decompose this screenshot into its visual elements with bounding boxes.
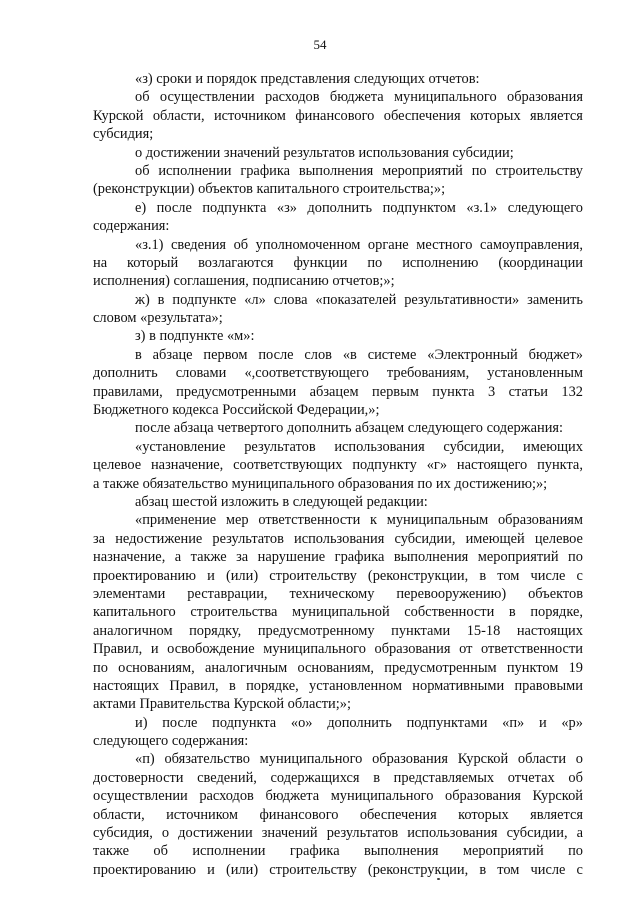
text-line: «установление результатов использования субсидии, имеющих bbox=[135, 438, 583, 455]
text-line: также об исполнении графика выполнения мероприятий по bbox=[93, 843, 583, 860]
text-line: следующего содержания: bbox=[93, 733, 249, 750]
text-line: о достижении значений результатов использования субсидии; bbox=[135, 144, 514, 161]
text-line: «з) сроки и порядок представления следующих отчетов: bbox=[135, 71, 480, 87]
text-line: осуществлении расходов бюджета муниципального образования Курской bbox=[93, 788, 583, 805]
text-line: ж) в подпункте «л» слова «показателей результативности» заменить bbox=[135, 291, 583, 308]
text-line: аналогичном порядку, предусмотренному пунктами 15-18 настоящих bbox=[93, 622, 583, 639]
text-line: (реконструкции) объектов капитального строительства;»; bbox=[93, 181, 446, 198]
text-line: содержания: bbox=[93, 218, 170, 235]
text-line: об осуществлении расходов бюджета муниципального образования bbox=[135, 89, 583, 106]
text-line: субсидия; bbox=[93, 126, 154, 143]
text-line: по основаниям, аналогичным основаниям, предусмотренным пунктом 19 bbox=[93, 659, 583, 676]
text-line: на который возлагаются функции по исполнению (координации bbox=[93, 254, 583, 271]
text-line: целевое назначение, соответствующих подпункту «г» настоящего пункта, bbox=[93, 457, 583, 474]
text-line: а также обязательство муниципального образования по их достижению;»; bbox=[93, 475, 548, 492]
text-line: Правил, и освобождение муниципального образования от ответственности bbox=[93, 641, 583, 658]
text-line: проектированию и (или) строительству (реконструкции, в том числе с bbox=[93, 567, 583, 584]
text-line: субсидия, о достижении значений результатов использования субсидии, а bbox=[93, 825, 583, 842]
text-line: настоящих Правил, в порядке, установленном нормативными правовыми bbox=[93, 677, 583, 694]
text-line: и) после подпункта «о» дополнить подпунктами «п» и «р» bbox=[135, 714, 583, 731]
text-line: за недостижение результатов использования субсидии, имеющей целевое bbox=[93, 530, 583, 547]
text-line: проектированию и (или) строительству (реконструкции, в том числе с bbox=[93, 861, 583, 878]
text-line: актами Правительства Курской области;»; bbox=[93, 696, 351, 713]
text-line: з) в подпункте «м»: bbox=[135, 328, 255, 345]
text-line: об исполнении графика выполнения мероприятий по строительству bbox=[135, 162, 583, 179]
text-line: достоверности сведений, содержащихся в представляемых отчетах об bbox=[93, 769, 583, 786]
text-line: Бюджетного кодекса Российской Федерации,»; bbox=[93, 402, 380, 419]
text-line: элементами реставрации, техническому перевооружению) объектов bbox=[93, 585, 583, 602]
page-number: 54 bbox=[313, 37, 327, 52]
text-line: правилами, предусмотренными абзацем первым пункта 3 статьи 132 bbox=[93, 383, 583, 400]
text-line: абзац шестой изложить в следующей редакции: bbox=[135, 493, 428, 510]
text-line: «применение мер ответственности к муниципальным образованиям bbox=[135, 512, 583, 529]
text-line: е) после подпункта «з» дополнить подпунктом «з.1» следующего bbox=[135, 199, 583, 216]
text-line: назначение, а также за нарушение графика выполнения мероприятий по bbox=[93, 549, 583, 566]
text-line: «з.1) сведения об уполномоченном органе местного самоуправления, bbox=[135, 236, 583, 253]
text-line: капитального строительства муниципальной собственности в порядке, bbox=[93, 604, 583, 621]
text-line: дополнить словами «,соответствующего требованиям, установленным bbox=[93, 365, 583, 382]
text-line: «п) обязательство муниципального образования Курской области о bbox=[135, 751, 583, 768]
text-line: после абзаца четвертого дополнить абзацем следующего содержания: bbox=[135, 420, 564, 437]
text-line: исполнения) соглашения, подписанию отчетов;»; bbox=[93, 273, 395, 290]
text-line: Курской области, источником финансового обеспечения которых является bbox=[93, 107, 583, 124]
text-line: области, источником финансового обеспечения которых является bbox=[93, 806, 583, 823]
document-body bbox=[93, 70, 583, 879]
scan-artifact bbox=[437, 878, 440, 880]
text-line: в абзаце первом после слов «в системе «Электронный бюджет» bbox=[135, 346, 583, 363]
text-line: словом «результата»; bbox=[93, 310, 223, 327]
